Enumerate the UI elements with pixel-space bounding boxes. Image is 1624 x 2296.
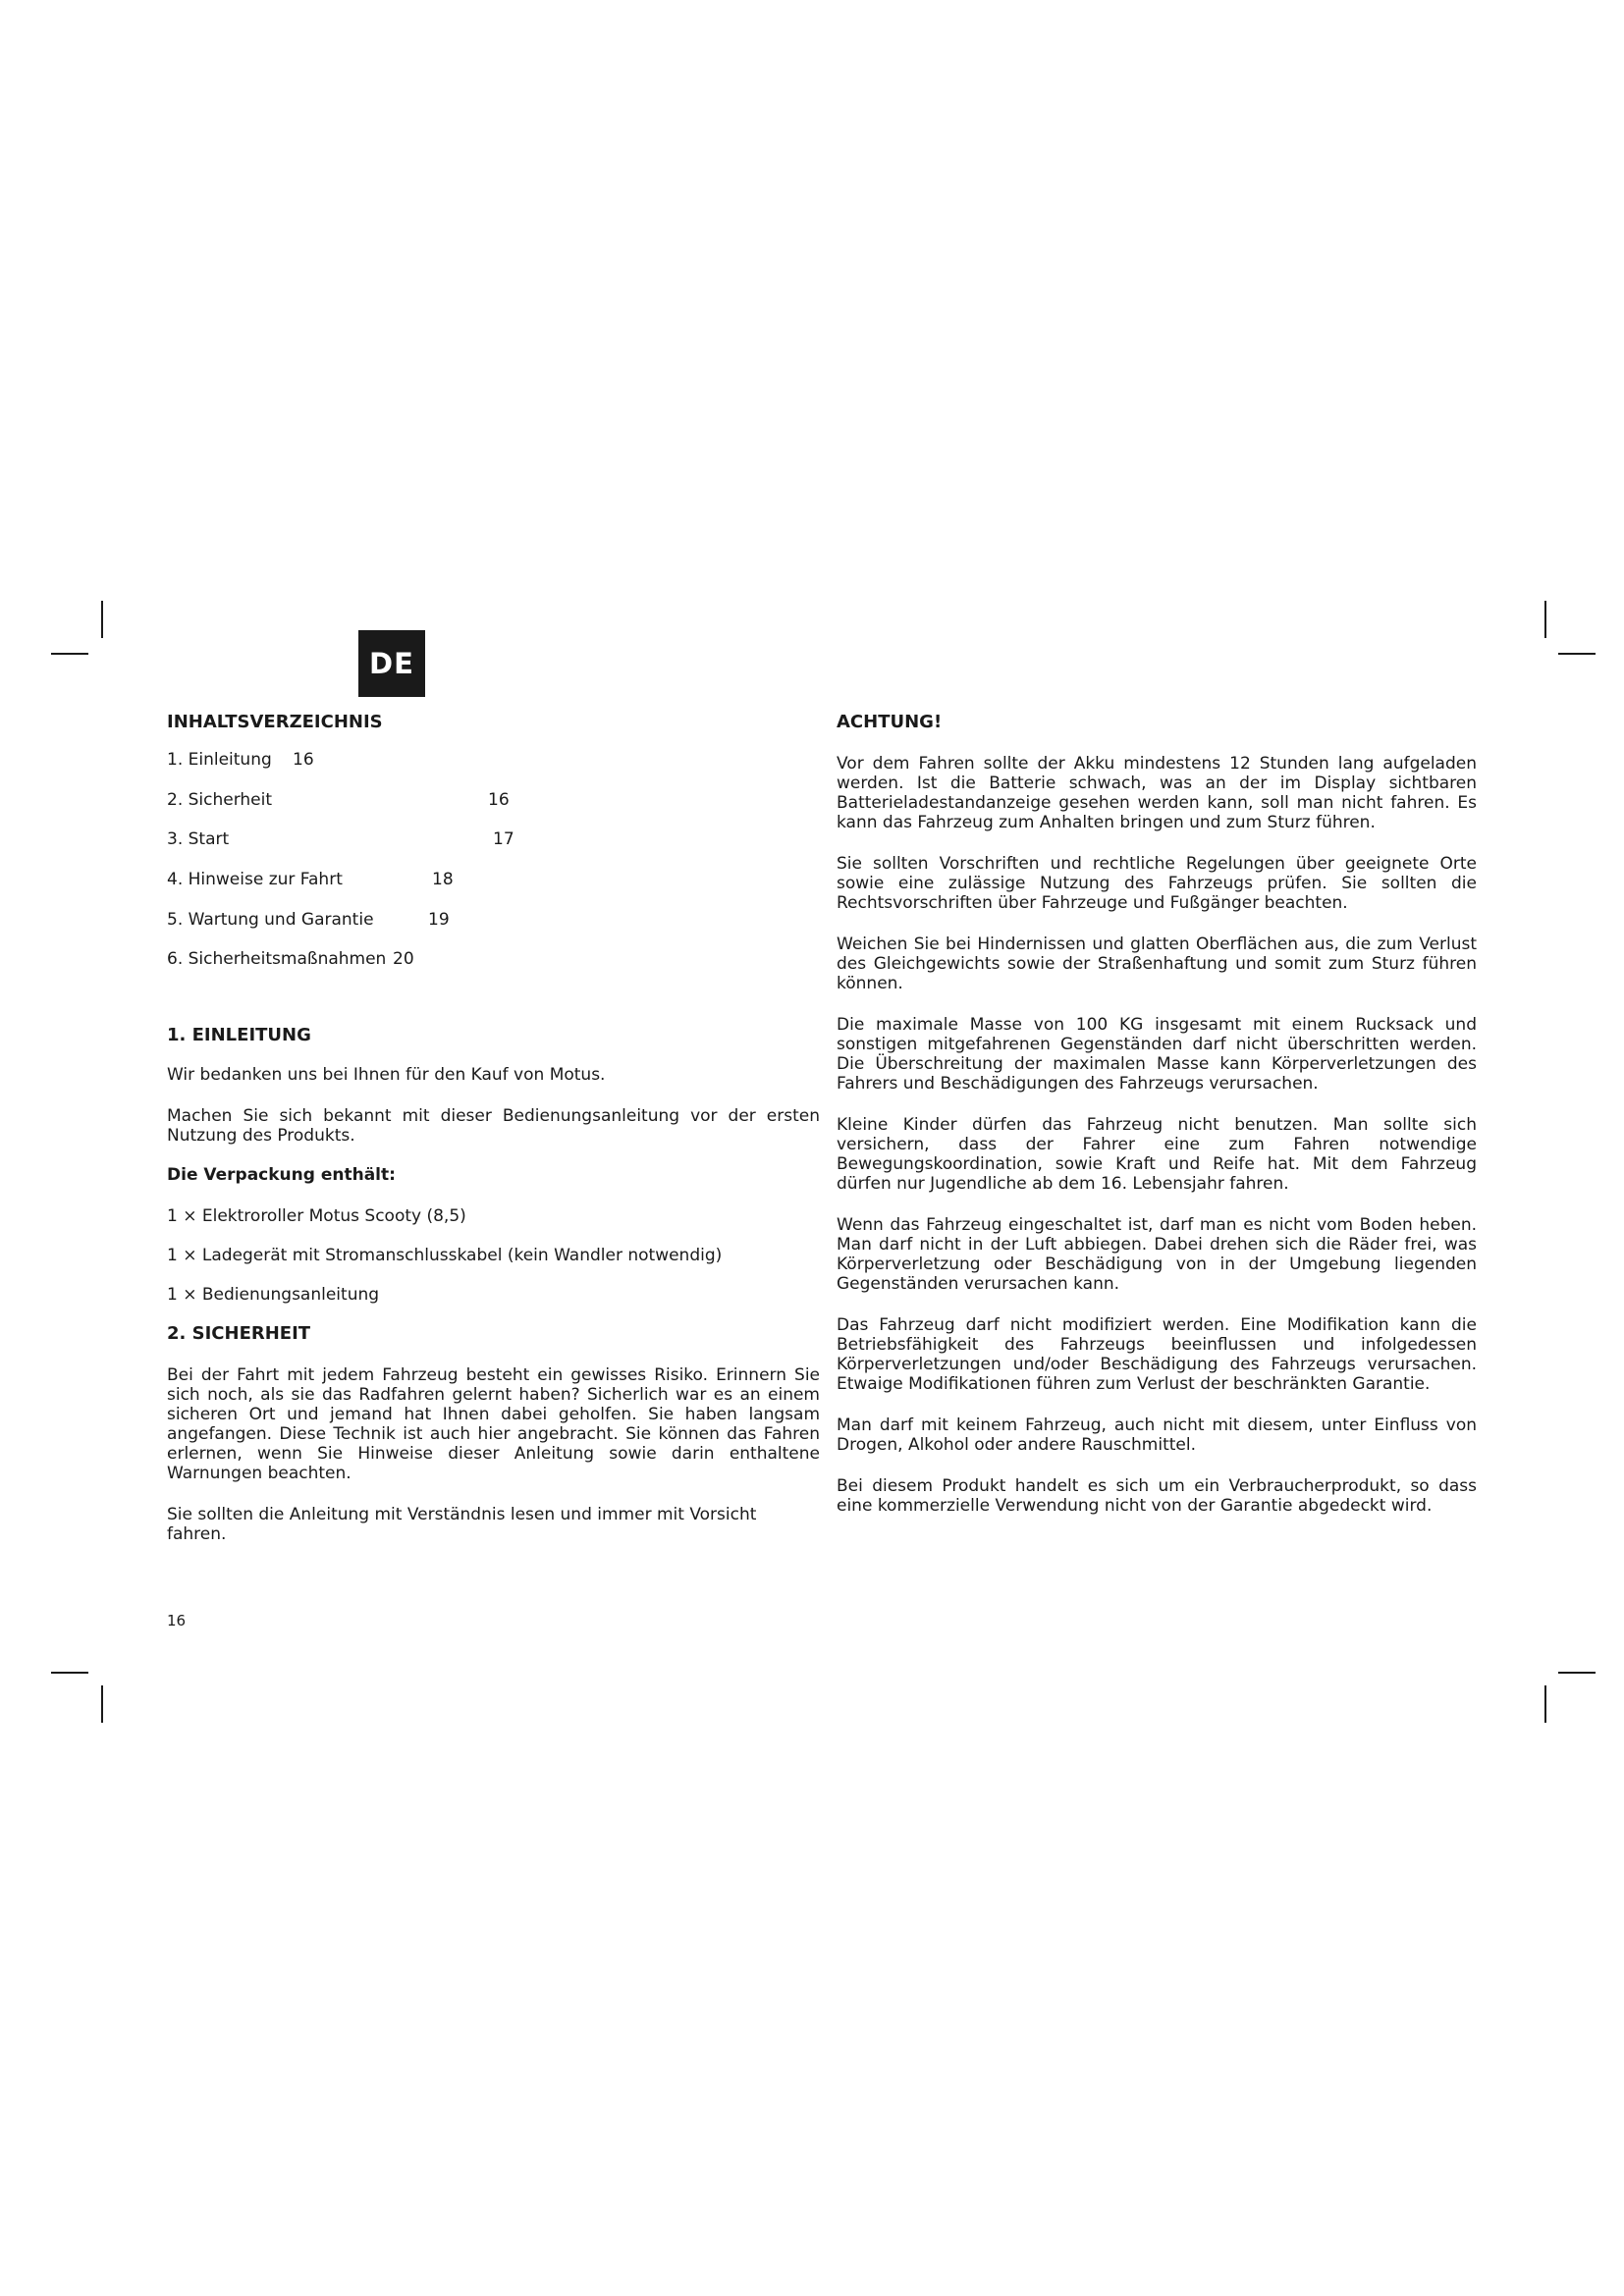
- package-item: 1 × Bedienungsanleitung: [167, 1285, 380, 1305]
- paragraph: Bei der Fahrt mit jedem Fahrzeug besteht ein gewisses Risiko. Erinnern Sie sich noch, als sie das Radfahren gelernt haben? Sicherlich war es an einem sicheren Ort und jemand hat Ihnen dabei geholfen. Sie haben langsam angefangen. Diese Technik ist auch hier angebracht. Sie können das Fahren erlernen, wenn Sie Hinweise dieser Anleitung sowie darin enthaltene Warnungen beachten.: [167, 1365, 820, 1483]
- crop-mark: [101, 1685, 103, 1723]
- toc-item[interactable]: 5. Wartung und Garantie 19: [167, 910, 450, 930]
- right-column: [837, 711, 1477, 1516]
- left-column: [167, 711, 820, 1544]
- toc-item[interactable]: 4. Hinweise zur Fahrt 18: [167, 870, 454, 889]
- paragraph: Sie sollten die Anleitung mit Verständnis lesen und immer mit Vorsicht fahren.: [167, 1505, 757, 1544]
- toc-item[interactable]: 3. Start 17: [167, 829, 514, 849]
- package-item: 1 × Elektroroller Motus Scooty (8,5): [167, 1206, 466, 1226]
- warning-paragraph: Wenn das Fahrzeug eingeschaltet ist, darf man es nicht vom Boden heben. Man darf nicht in der Luft abbiegen. Dabei drehen sich die Räder frei, was Körperverletzung oder Beschädigung von in der Umgebung liegenden Gegenständen verursachen kann.: [837, 1215, 1477, 1294]
- warning-paragraph: Die maximale Masse von 100 KG insgesamt mit einem Rucksack und sonstigen mitgefahrenen Gegenständen darf nicht überschritten werden. Die Überschreitung der maximalen Masse kann Körperverletzungen des Fahrers und Beschädigungen des Fahrzeugs verursachen.: [837, 1015, 1477, 1094]
- paragraph: Machen Sie sich bekannt mit dieser Bedienungsanleitung vor der ersten Nutzung des Produkts.: [167, 1106, 820, 1146]
- warning-paragraph: Vor dem Fahren sollte der Akku mindestens 12 Stunden lang aufgeladen werden. Ist die Batterie schwach, was an der im Display sichtbaren Batterieladestandanzeige gesehen werden kann, soll man nicht fahren. Es kann das Fahrzeug zum Anhalten bringen und zum Sturz führen.: [837, 754, 1477, 832]
- warning-paragraph: Weichen Sie bei Hindernissen und glatten Oberflächen aus, die zum Verlust des Gleichgewichts sowie der Straßenhaftung und somit zum Sturz führen können.: [837, 934, 1477, 993]
- crop-mark: [1544, 1685, 1546, 1723]
- paragraph: Wir bedanken uns bei Ihnen für den Kauf von Motus.: [167, 1065, 606, 1085]
- section-heading-sicherheit: 2. SICHERHEIT: [167, 1323, 311, 1344]
- warning-paragraph: Man darf mit keinem Fahrzeug, auch nicht mit diesem, unter Einfluss von Drogen, Alkohol oder andere Rauschmittel.: [837, 1415, 1477, 1455]
- page-number: 16: [167, 1612, 187, 1629]
- section-heading-einleitung: 1. EINLEITUNG: [167, 1025, 311, 1045]
- package-heading: Die Verpackung enthält:: [167, 1165, 396, 1185]
- crop-mark: [1558, 653, 1596, 655]
- language-badge: DE: [358, 630, 425, 697]
- crop-mark: [1558, 1672, 1596, 1674]
- toc-item[interactable]: 2. Sicherheit 16: [167, 790, 510, 810]
- package-item: 1 × Ladegerät mit Stromanschlusskabel (kein Wandler notwendig): [167, 1246, 723, 1265]
- crop-mark: [51, 653, 88, 655]
- warning-paragraph: Das Fahrzeug darf nicht modifiziert werden. Eine Modifikation kann die Betriebsfähigkeit des Fahrzeugs beeinflussen und infolgedessen Körperverletzungen und/oder Beschädigung des Fahrzeugs verursachen. Etwaige Modifikationen führen zum Verlust der beschränkten Garantie.: [837, 1315, 1477, 1394]
- crop-mark: [1544, 601, 1546, 638]
- toc-item[interactable]: 1. Einleitung 16: [167, 750, 314, 770]
- toc-item[interactable]: 6. Sicherheitsmaßnahmen 20: [167, 949, 414, 969]
- warning-paragraph: Kleine Kinder dürfen das Fahrzeug nicht benutzen. Man sollte sich versichern, dass der Fahrer eine zum Fahren notwendige Bewegungskoordination, sowie Kraft und Reife hat. Mit dem Fahrzeug dürfen nur Jugendliche ab dem 16. Lebensjahr fahren.: [837, 1115, 1477, 1194]
- warning-paragraph: Bei diesem Produkt handelt es sich um ein Verbraucherprodukt, so dass eine kommerzielle Verwendung nicht von der Garantie abgedeckt wird.: [837, 1476, 1477, 1516]
- crop-mark: [51, 1672, 88, 1674]
- crop-mark: [101, 601, 103, 638]
- section-heading-achtung: ACHTUNG!: [837, 712, 943, 732]
- warning-paragraph: Sie sollten Vorschriften und rechtliche Regelungen über geeignete Orte sowie eine zulässige Nutzung des Fahrzeugs prüfen. Sie sollten die Rechtsvorschriften über Fahrzeuge und Fußgänger beachten.: [837, 854, 1477, 913]
- toc-title: INHALTSVERZEICHNIS: [167, 712, 383, 732]
- table-of-contents: [167, 748, 820, 971]
